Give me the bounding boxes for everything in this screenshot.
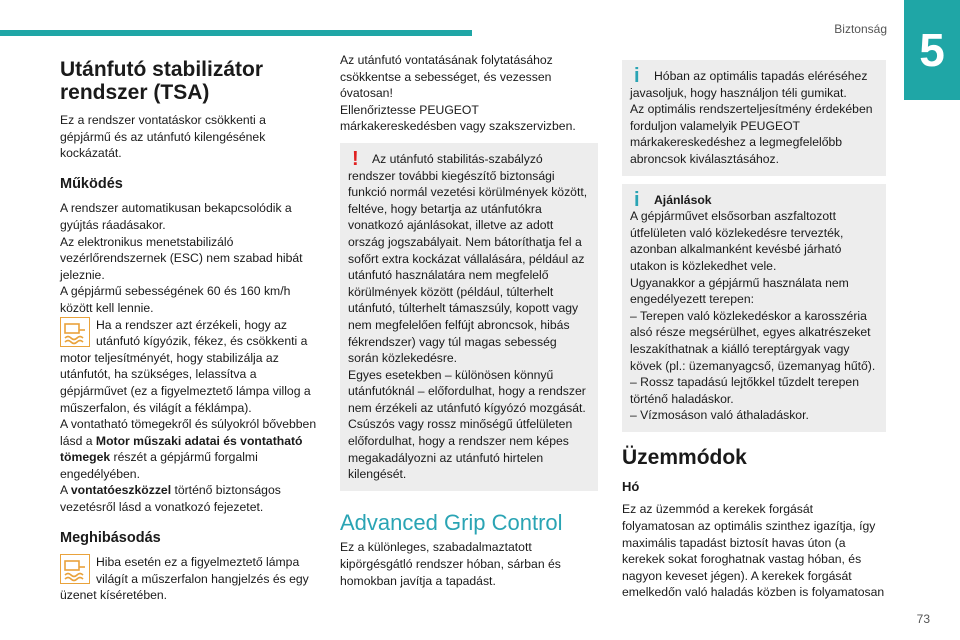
intro-text: Ez a rendszer vontatáskor csökkenti a gépjármű és az utánfutó kilengésének kockázatát.: [60, 113, 266, 161]
modes-title: Üzemmódok: [622, 445, 747, 469]
trailer-fault-icon: [60, 554, 90, 584]
warning-box: [340, 143, 598, 491]
dealer-text: Ellenőriztesse PEUGEOT márkakereskedésben vagy szakszervizben.: [340, 102, 576, 134]
page-number: 73: [916, 612, 930, 626]
info-box-recommendations: [622, 184, 886, 432]
working-icon-text: Ha a rendszer azt érzékeli, hogy az utánfutó kígyózik, fékez, és csökkenti a motor teljesítményét, hogy stabilizálja az utánfutót, ha szükséges, lelassítva a gépjárművet (ez a figyelmeztető lámpa villog a műszerfalon, és világít a féklámpa).: [60, 317, 311, 415]
heading-fault: Meghibásodás: [60, 529, 161, 546]
info-icon: i: [634, 65, 640, 87]
info-box-tyres: [622, 60, 886, 176]
column-3: [622, 52, 886, 601]
warning-text-3: Csúszós vagy rossz minőségű útfelületen előfordulhat, hogy a rendszer nem képes megakadályozni az utánfutó hirtelen kilengését.: [348, 417, 573, 482]
working-text-3: A gépjármű sebességének 60 és 160 km/h között kell lennie.: [60, 284, 291, 315]
section-label: Biztonság: [834, 22, 887, 36]
fault-paragraph: [60, 554, 318, 604]
info-icon: i: [634, 188, 640, 211]
header-bar: [0, 30, 472, 36]
trailer-warning-icon: [60, 317, 90, 347]
working-text-1: A rendszer automatikusan bekapcsolódik a gyújtás ráadásakor.: [60, 201, 292, 232]
page-title: Utánfutó stabilizátor rendszer (TSA): [60, 58, 263, 104]
towbar-text: A vontatóeszközzel történő biztonságos vezetésről lásd a vonatkozó fejezetet.: [60, 483, 281, 515]
recommendations-item-2: – Rossz tapadású lejtőkkel tűzdelt terepen történő haladáskor.: [630, 375, 859, 406]
recommendations-text-2: Ugyanakkor a gépjármű használata nem engedélyezett terepen:: [630, 275, 849, 307]
column-1: [60, 52, 318, 604]
snow-title: Hó: [622, 478, 640, 494]
heading-working: Működés: [60, 175, 123, 192]
fault-text: Hiba esetén ez a figyelmeztető lámpa világít a műszerfalon hangjelzés és egy üzenet kíséretében.: [60, 555, 309, 603]
advanced-grip-title: Advanced Grip Control: [340, 509, 563, 535]
info-text-1b: Az optimális rendszerteljesítmény érdekében forduljon valamelyik PEUGEOT márkakereskedéshez a legmegfelelőbb abroncsok kiválasztásához.: [630, 102, 873, 166]
towing-text: A vontatható tömegekről és súlyokról bővebben lásd a Motor műszaki adatai és vontatható tömegek részét a gépjármű forgalmi engedélyében.: [60, 417, 317, 481]
working-text-2: Az elektronikus menetstabilizáló vezérlőrendszernek (ESC) nem szabad hibát jeleznie.: [60, 234, 303, 282]
info-text-1: Hóban az optimális tapadás eléréséhez javasoljuk, hogy használjon téli gumikat.: [630, 69, 868, 100]
recommendations-item-3: – Vízmosáson való áthaladáskor.: [630, 408, 809, 423]
chapter-tab: 5: [904, 0, 960, 100]
snow-text: Ez az üzemmód a kerekek forgását folyamatosan az optimális szinthez igazítja, így maximális tapadást biztosít havas úton (a kerekek sokat foroghatnak vastag hóban, és nagyon keveset jégen). A kerekek forgását emelkedőn való haladás közben is folyamatosan: [622, 502, 885, 600]
continue-text: Az utánfutó vontatásának folytatásához csökkentse a sebességet, és vezessen óvatosan!: [340, 53, 553, 101]
column-2: [340, 52, 598, 589]
recommendations-text-1: A gépjárművet elsősorban aszfaltozott útfelületen való közlekedésre tervezték, azonban alkalmanként kevésbé járható utakon is közlekedhet vele.: [630, 209, 844, 273]
warning-text-1: Az utánfutó stabilitás-szabályzó rendszer további kiegészítő biztonsági funkció normál vezetési körülmények között, feltéve, hogy betartja az utánfutókra vonatkozó ajánlásokat, illetve az adott ország jogszabályait. Nem bátoríthatja fel a sofőrt extra kockázat vállalására, például az utánfutó használatára nem megfelelő körülmények között (például, túlterhelt utánfutó, túlterhelt támaszsúly, kopott vagy nem megfelelően felfújt abroncsok, hibás fékrendszer) vagy túl magas sebesség során közlekedésre.: [348, 151, 588, 366]
recommendations-item-1: – Terepen való közlekedéskor a karosszéria alsó része megsérülhet, egyes alkatrészeket leszakíthatnak a kiálló tereptárgyak vagy kövek (pl.: üzemanyagcső, üzemanyag hűtő).: [630, 308, 876, 373]
advanced-grip-text: Ez a különleges, szabadalmaztatott kipörgésgátló rendszer hóban, sárban és homokban javítja a tapadást.: [340, 540, 561, 588]
warning-text-2: Egyes esetekben – különösen könnyű utánfutóknál – előfordulhat, hogy a rendszer nem érzékeli az utánfutó kígyózó mozgását.: [348, 367, 586, 415]
recommendations-title: Ajánlások: [654, 192, 712, 207]
exclamation-icon: !: [352, 147, 359, 170]
warning-lamp-paragraph: [60, 317, 318, 417]
